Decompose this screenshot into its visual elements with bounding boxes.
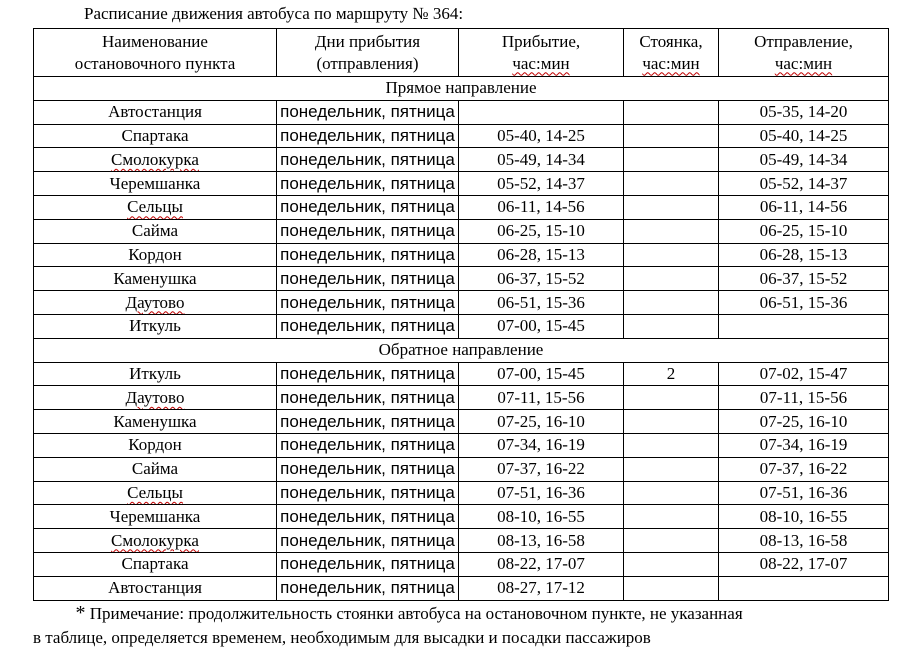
departure-cell [719,314,889,338]
stop-duration-cell [624,314,719,338]
arrival-cell [459,100,624,124]
days-cell-text: понедельник, пятница [280,435,455,455]
stop-name-cell-text: Сайма [131,221,179,241]
departure-cell [719,410,889,434]
stop-name-cell [34,148,277,172]
days-cell-text: понедельник, пятница [280,530,455,550]
stop-name-cell-text: Даутово [125,292,185,312]
departure-cell [719,481,889,505]
backward-direction-section [34,338,889,600]
table-row [34,314,889,338]
days-cell [277,148,459,172]
days-cell [277,457,459,481]
backward-direction-label: Обратное направление [34,338,889,362]
stop-name-cell-text: Кордон [128,435,182,455]
departure-cell [719,219,889,243]
stop-duration-cell [624,481,719,505]
stop-name-cell [34,219,277,243]
departure-cell-text: 07-34, 16-19 [759,435,848,455]
header-stop-name [34,29,277,77]
table-row [34,457,889,481]
days-cell [277,124,459,148]
arrival-cell-text: 06-11, 14-56 [497,197,585,217]
departure-cell-text: 08-13, 16-58 [759,530,848,550]
departure-cell-text: 08-22, 17-07 [759,554,848,574]
forward-direction-label: Прямое направление [34,77,889,101]
table-row [34,291,889,315]
departure-cell-text: 06-51, 15-36 [759,292,848,312]
departure-cell-text: 06-25, 15-10 [759,221,848,241]
table-row [34,362,889,386]
days-cell-text: понедельник, пятница [280,221,455,241]
days-cell-text: понедельник, пятница [280,554,455,574]
header-departure-line2 [719,53,888,75]
table-row [34,172,889,196]
arrival-cell-text: 07-25, 16-10 [497,411,585,431]
arrival-cell-text: 07-34, 16-19 [497,435,585,455]
days-cell [277,576,459,600]
stop-duration-cell [624,410,719,434]
days-cell-text: понедельник, пятница [280,102,455,122]
section-row-forward [34,77,889,101]
stop-name-cell [34,100,277,124]
arrival-cell [459,552,624,576]
table-row [34,267,889,291]
arrival-cell-text: 06-28, 15-13 [497,244,585,264]
stop-name-cell [34,291,277,315]
stop-name-cell [34,505,277,529]
arrival-cell [459,172,624,196]
stop-name-cell-text: Сельцы [127,482,183,502]
stop-duration-cell-text: 2 [666,363,676,383]
header-arrival-line1: Прибытие, [501,31,581,51]
stop-name-cell-text: Автостанция [108,578,202,598]
days-cell [277,314,459,338]
footnote-line2: в таблице, определяется временем, необходимым для высадки и посадки пассажиров [33,628,651,647]
arrival-cell [459,243,624,267]
header-days [277,29,459,77]
stop-name-cell-text: Черемшанка [109,173,201,193]
arrival-cell [459,314,624,338]
departure-cell-text: 07-11, 15-56 [759,387,848,407]
stop-name-cell-text: Даутово [125,387,185,407]
header-departure-unit: час:мин [774,53,833,73]
arrival-cell [459,148,624,172]
days-cell-text: понедельник, пятница [280,292,455,312]
stop-duration-cell [624,457,719,481]
days-cell [277,100,459,124]
table-row [34,505,889,529]
days-cell-text: понедельник, пятница [280,411,455,431]
table-row [34,433,889,457]
footnote-line1 [33,601,893,626]
stop-name-cell [34,576,277,600]
departure-cell-text: 05-49, 14-34 [759,149,848,169]
footnote-marker: * [75,602,86,624]
header-arrival [459,29,624,77]
departure-cell [719,386,889,410]
stop-duration-cell [624,100,719,124]
departure-cell-text: 07-02, 15-47 [759,363,848,383]
header-stop-duration [624,29,719,77]
arrival-cell-text: 06-37, 15-52 [497,268,585,288]
stop-name-cell-text: Каменушка [113,268,197,288]
stop-name-cell-text: Иткуль [129,363,181,383]
arrival-cell-text: 07-51, 16-36 [497,482,585,502]
departure-cell [719,100,889,124]
stop-duration-cell [624,267,719,291]
stop-name-cell [34,195,277,219]
stop-duration-cell [624,195,719,219]
departure-cell-text: 08-10, 16-55 [759,506,848,526]
days-cell [277,410,459,434]
arrival-cell [459,457,624,481]
stop-name-cell [34,457,277,481]
stop-name-cell [34,386,277,410]
header-name-line1: Наименование [102,31,208,51]
stop-duration-cell [624,552,719,576]
table-row [34,100,889,124]
days-cell [277,291,459,315]
arrival-cell [459,576,624,600]
departure-cell [719,195,889,219]
header-days-line2: (отправления) [316,53,419,73]
departure-cell [719,529,889,553]
stop-name-cell-text: Сельцы [127,197,183,217]
arrival-cell [459,291,624,315]
arrival-cell-text: 08-22, 17-07 [497,554,585,574]
stop-name-cell-text: Смолокурка [111,149,199,169]
departure-cell [719,267,889,291]
departure-cell [719,457,889,481]
departure-cell-text: 06-28, 15-13 [759,244,848,264]
stop-name-cell [34,314,277,338]
departure-cell [719,552,889,576]
days-cell [277,386,459,410]
stop-duration-cell [624,124,719,148]
stop-name-cell [34,410,277,434]
forward-direction-section [34,77,889,339]
stop-name-cell-text: Черемшанка [109,506,201,526]
days-cell [277,433,459,457]
days-cell-text: понедельник, пятница [280,316,455,336]
days-cell-text: понедельник, пятница [280,197,455,217]
arrival-cell [459,529,624,553]
departure-cell-text: 07-51, 16-36 [759,482,848,502]
arrival-cell [459,481,624,505]
arrival-cell [459,433,624,457]
departure-cell [719,433,889,457]
stop-name-cell-text: Спартака [121,125,189,145]
section-row-backward [34,338,889,362]
stop-duration-cell [624,148,719,172]
days-cell [277,481,459,505]
stop-duration-cell [624,362,719,386]
arrival-cell-text: 06-51, 15-36 [497,292,585,312]
stop-name-cell-text: Спартака [121,554,189,574]
header-arrival-line2 [459,53,623,75]
stop-name-cell-text: Сайма [131,459,179,479]
departure-cell-text: 07-25, 16-10 [759,411,848,431]
table-row [34,219,889,243]
stop-name-cell [34,124,277,148]
table-row [34,148,889,172]
departure-cell-text: 05-52, 14-37 [759,173,848,193]
departure-cell-text: 05-40, 14-25 [759,125,848,145]
days-cell-text: понедельник, пятница [280,244,455,264]
header-days-line1: Дни прибытия [314,31,421,51]
days-cell-text: понедельник, пятница [280,173,455,193]
arrival-cell-text: 07-37, 16-22 [497,459,585,479]
days-cell-text: понедельник, пятница [280,482,455,502]
stop-name-cell-text: Иткуль [129,316,181,336]
days-cell-text: понедельник, пятница [280,506,455,526]
stop-name-cell-text: Каменушка [113,411,197,431]
stop-name-cell [34,362,277,386]
days-cell-text: понедельник, пятница [280,363,455,383]
stop-duration-cell [624,433,719,457]
arrival-cell-text: 08-27, 17-12 [497,578,585,598]
stop-duration-cell [624,172,719,196]
arrival-cell [459,219,624,243]
arrival-cell [459,505,624,529]
departure-cell-text: 06-37, 15-52 [759,268,848,288]
arrival-cell-text: 07-00, 15-45 [497,316,585,336]
departure-cell [719,576,889,600]
stop-name-cell [34,433,277,457]
header-stop-line1: Стоянка, [639,31,703,51]
days-cell [277,267,459,291]
days-cell [277,219,459,243]
stop-duration-cell [624,243,719,267]
stop-duration-cell [624,505,719,529]
arrival-cell [459,362,624,386]
days-cell-text: понедельник, пятница [280,459,455,479]
table-row [34,410,889,434]
days-cell [277,195,459,219]
departure-cell [719,362,889,386]
departure-cell [719,148,889,172]
departure-cell [719,172,889,196]
footnote [33,601,893,650]
days-cell [277,552,459,576]
header-departure-line1: Отправление, [754,31,853,51]
arrival-cell-text: 08-13, 16-58 [497,530,585,550]
stop-name-cell [34,267,277,291]
stop-name-cell [34,529,277,553]
days-cell [277,243,459,267]
days-cell [277,362,459,386]
schedule-table [33,28,889,601]
days-cell-text: понедельник, пятница [280,387,455,407]
departure-cell [719,291,889,315]
header-departure [719,29,889,77]
header-row [34,29,889,77]
table-row [34,552,889,576]
table-row [34,243,889,267]
arrival-cell-text: 05-49, 14-34 [497,149,585,169]
arrival-cell [459,267,624,291]
days-cell [277,172,459,196]
arrival-cell-text: 08-10, 16-55 [497,506,585,526]
header-arrival-unit: час:мин [512,53,570,73]
days-cell-text: понедельник, пятница [280,125,455,145]
document-title: Расписание движения автобуса по маршруту № 364: [84,4,464,23]
departure-cell-text: 06-11, 14-56 [759,197,848,217]
table-row [34,195,889,219]
departure-cell [719,124,889,148]
table-row [34,576,889,600]
stop-name-cell-text: Смолокурка [111,530,199,550]
arrival-cell [459,410,624,434]
stop-duration-cell [624,529,719,553]
stop-name-cell-text: Кордон [128,244,182,264]
arrival-cell [459,386,624,410]
arrival-cell-text: 06-25, 15-10 [497,221,585,241]
days-cell [277,505,459,529]
arrival-cell-text: 07-11, 15-56 [497,387,585,407]
departure-cell-text: 07-37, 16-22 [759,459,848,479]
arrival-cell [459,124,624,148]
header-name-line2: остановочного пункта [74,53,236,73]
stop-name-cell [34,481,277,505]
days-cell-text: понедельник, пятница [280,578,455,598]
stop-name-cell [34,552,277,576]
stop-name-cell-text: Автостанция [108,102,202,122]
header-stop-unit: час:мин [642,53,700,73]
days-cell [277,529,459,553]
departure-cell [719,505,889,529]
stop-duration-cell [624,291,719,315]
stop-duration-cell [624,576,719,600]
table-row [34,124,889,148]
stop-name-cell [34,243,277,267]
departure-cell-text: 05-35, 14-20 [759,102,848,122]
stop-duration-cell [624,219,719,243]
departure-cell [719,243,889,267]
table-row [34,481,889,505]
days-cell-text: понедельник, пятница [280,149,455,169]
days-cell-text: понедельник, пятница [280,268,455,288]
header-stop-line2 [624,53,718,75]
table-row [34,386,889,410]
table-row [34,529,889,553]
footnote-text-1: Примечание: продолжительность стоянки автобуса на остановочном пункте, не указанная [89,604,743,623]
arrival-cell-text: 07-00, 15-45 [497,363,585,383]
arrival-cell-text: 05-52, 14-37 [497,173,585,193]
arrival-cell [459,195,624,219]
stop-name-cell [34,172,277,196]
stop-duration-cell [624,386,719,410]
arrival-cell-text: 05-40, 14-25 [497,125,585,145]
